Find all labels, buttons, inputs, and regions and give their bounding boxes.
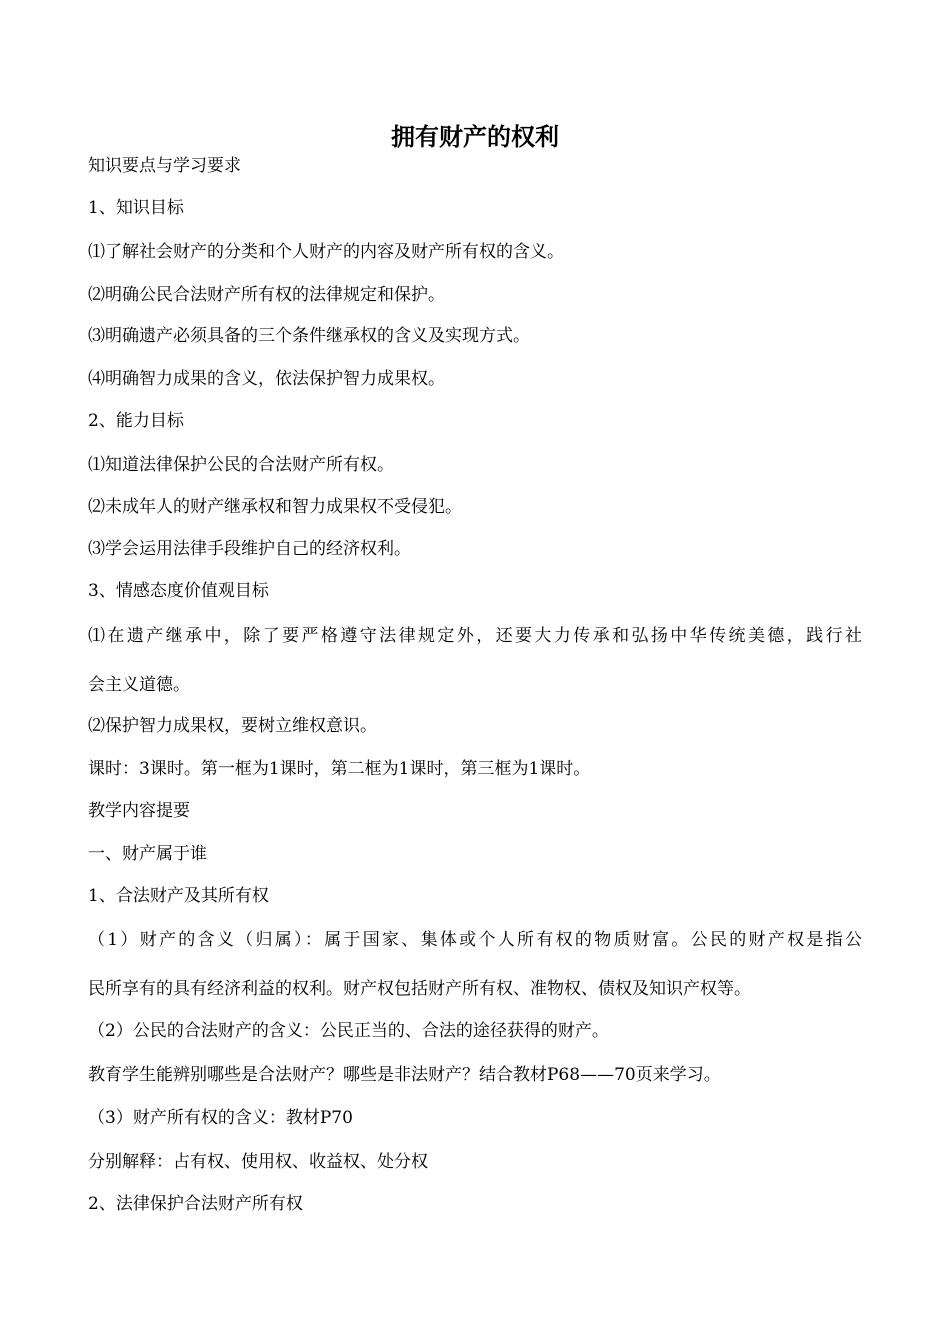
paragraph-line: ⑴在遗产继承中，除了要严格遵守法律规定外，还要大力传承和弘扬中华传统美德，践行社 (88, 626, 862, 646)
paragraph-line: （2）公民的合法财产的含义：公民正当的、合法的途径获得的财产。 (88, 1021, 609, 1041)
paragraph-line: （3）财产所有权的含义：教材P70 (88, 1108, 353, 1128)
list-item: ⑷明确智力成果的含义，依法保护智力成果权。 (88, 369, 445, 389)
list-item: ⑵未成年人的财产继承权和智力成果权不受侵犯。 (88, 497, 462, 517)
list-item: ⑵明确公民合法财产所有权的法律规定和保护。 (88, 285, 445, 305)
document-title: 拥有财产的权利 (391, 123, 559, 151)
list-item: ⑶明确遗产必须具备的三个条件继承权的含义及实现方式。 (88, 326, 530, 346)
paragraph-line: 会主义道德。 (88, 675, 190, 695)
paragraph-line: 民所享有的具有经济利益的权利。财产权包括财产所有权、准物权、债权及知识产权等。 (88, 979, 751, 999)
section-heading: 知识要点与学习要求 (88, 156, 241, 176)
subsection-heading: 1、合法财产及其所有权 (88, 886, 269, 906)
subsection-heading: 2、能力目标 (88, 411, 184, 431)
subsection-heading: 1、知识目标 (88, 198, 184, 218)
section-heading: 教学内容提要 (88, 801, 190, 821)
subsection-heading: 2、法律保护合法财产所有权 (88, 1194, 303, 1214)
paragraph-line: 分别解释：占有权、使用权、收益权、处分权 (88, 1152, 428, 1172)
paragraph-line: 教育学生能辨别哪些是合法财产？哪些是非法财产？结合教材P68——70页来学习。 (88, 1065, 721, 1085)
list-item: ⑴知道法律保护公民的合法财产所有权。 (88, 455, 394, 475)
list-item: ⑶学会运用法律手段维护自己的经济权利。 (88, 539, 411, 559)
list-item: ⑵保护智力成果权，要树立维权意识。 (88, 716, 377, 736)
paragraph-line: 课时：3课时。第一框为1课时，第二框为1课时，第三框为1课时。 (88, 759, 591, 779)
subsection-heading: 3、情感态度价值观目标 (88, 581, 269, 601)
list-item: ⑴了解社会财产的分类和个人财产的内容及财产所有权的含义。 (88, 242, 564, 262)
paragraph-line: （1）财产的含义（归属）：属于国家、集体或个人所有权的物质财富。公民的财产权是指公 (88, 930, 862, 950)
section-heading: 一、财产属于谁 (88, 844, 207, 864)
